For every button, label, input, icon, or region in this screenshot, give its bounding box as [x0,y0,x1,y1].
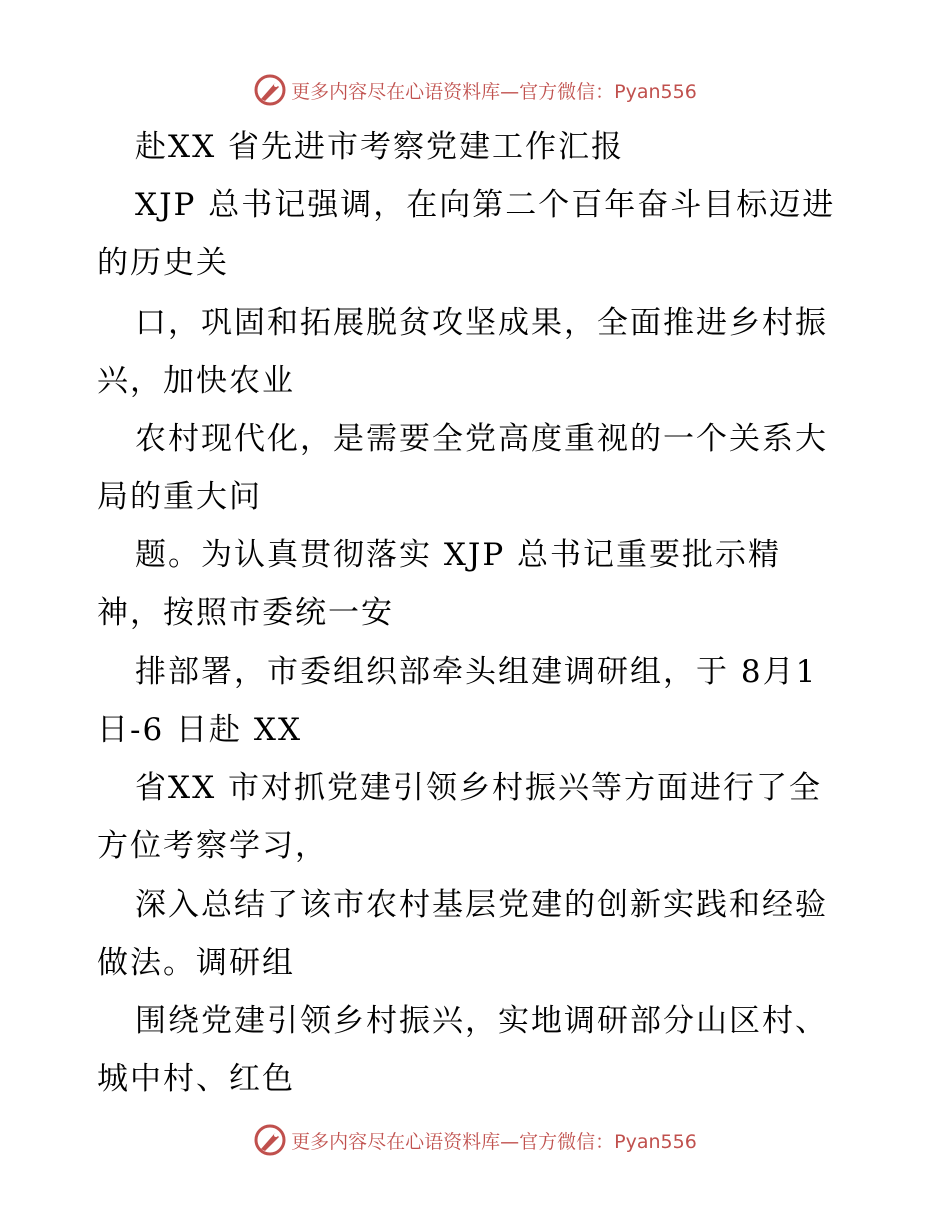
paragraph-line: 局的重大问 [97,479,262,515]
paragraph-line: 做法。调研组 [97,945,295,981]
paragraph-line: XJP 总书记强调，在向第二个百年奋斗目标迈进 [135,187,836,223]
paragraph-line: 日-6 日赴 XX [97,712,303,748]
document-title: 赴XX 省先进市考察党建工作汇报 [135,129,624,165]
paragraph-line: 深入总结了该市农村基层党建的创新实践和经验 [135,887,828,923]
paragraph-line: 城中村、红色 [97,1061,295,1097]
paragraph-line: 农村现代化，是需要全党高度重视的一个关系大 [135,421,828,457]
paragraph-line: 方位考察学习， [97,828,328,864]
paragraph-line: 神，按照市委统一安 [97,595,394,631]
paragraph-line: 口，巩固和拓展脱贫攻坚成果，全面推进乡村振 [135,305,828,341]
watermark-banner-top [0,70,950,110]
paragraph-line: 排部署，市委组织部牵头组建调研组，于 8月1 [135,654,818,690]
watermark-banner-bottom [0,1120,950,1160]
watermark-text-bottom: 更多内容尽在心语资料库—官方微信：Pyan556 [291,1130,697,1153]
watermark-text-top: 更多内容尽在心语资料库—官方微信：Pyan556 [291,80,697,103]
pen-nib-logo-icon [253,1123,287,1157]
paragraph-line: 围绕党建引领乡村振兴，实地调研部分山区村、 [135,1003,828,1039]
paragraph-line: 兴，加快农业 [97,363,295,399]
paragraph-line: 的历史关 [97,245,229,281]
paragraph-line: 省XX 市对抓党建引领乡村振兴等方面进行了全 [135,770,822,806]
paragraph-line: 题。为认真贯彻落实 XJP 总书记重要批示精 [135,537,782,573]
pen-nib-logo-icon [253,73,287,107]
